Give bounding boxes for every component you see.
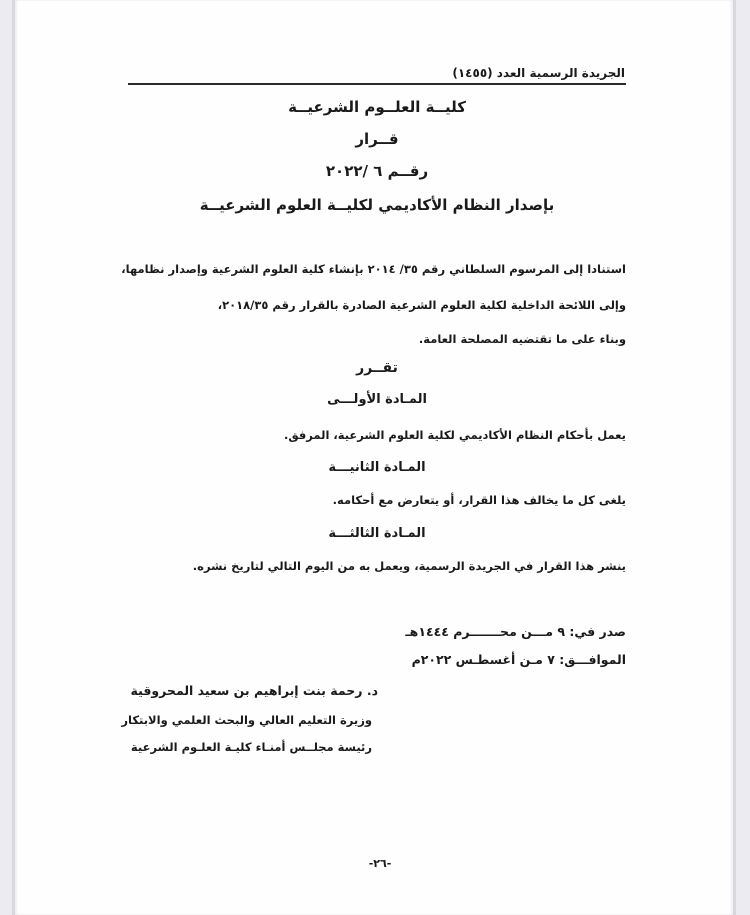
issued-date-hijri: صدر في: ٩ مـــن محـــــــرم ١٤٤٤هـ [405, 624, 626, 639]
page-right-edge [733, 0, 736, 915]
article-text: يلغى كل ما يخالف هذا القرار، أو يتعارض مع أحكامه. [332, 493, 626, 507]
decides-heading: تقــرر [356, 360, 398, 376]
institution-title: كليــة العلــوم الشرعيــة [288, 98, 466, 116]
decision-subject: بإصدار النظام الأكاديمي لكليــة العلوم الشرعيــة [199, 196, 555, 214]
article-heading: المـادة الثانيـــة [328, 460, 426, 475]
preamble-line: استنادا إلى المرسوم السلطاني رقم ٣٥/ ٢٠١٤ بإنشاء كلية العلوم الشرعية وإصدار نظامها، [121, 262, 626, 276]
article-heading: المـادة الأولـــى [327, 392, 427, 407]
running-header: الجريدة الرسمية العدد (١٤٥٥) [452, 66, 625, 80]
page-number: -٢٦- [368, 857, 392, 870]
decision-label: قــرار [355, 130, 399, 148]
preamble-line: وإلى اللائحة الداخلية لكلية العلوم الشرعية الصادرة بالقرار رقم ٢٠١٨/٣٥، [217, 298, 626, 312]
signatory-title: وزيرة التعليم العالي والبحث العلمي والابتكار [121, 713, 372, 727]
article-text: يعمل بأحكام النظام الأكاديمي لكلية العلوم الشرعية، المرفق. [284, 428, 626, 442]
decision-number: رقــم ٦ /٢٠٢٢ [325, 162, 429, 180]
header-rule [128, 83, 626, 85]
preamble-line: وبناء على ما تقتضيه المصلحة العامة. [418, 332, 626, 346]
signatory-name: د. رحمة بنت إبراهيم بن سعيد المحروقية [130, 683, 378, 698]
signatory-title: رئيسة مجلــس أمنـاء كليـة العلـوم الشرعية [130, 740, 372, 754]
article-text: ينشر هذا القرار في الجريدة الرسمية، ويعمل به من اليوم التالي لتاريخ نشره. [192, 559, 626, 573]
article-heading: المـادة الثالثـــة [328, 526, 426, 541]
issued-date-gregorian: الموافـــق: ٧ مـن أغسطـس ٢٠٢٢م [411, 652, 626, 667]
